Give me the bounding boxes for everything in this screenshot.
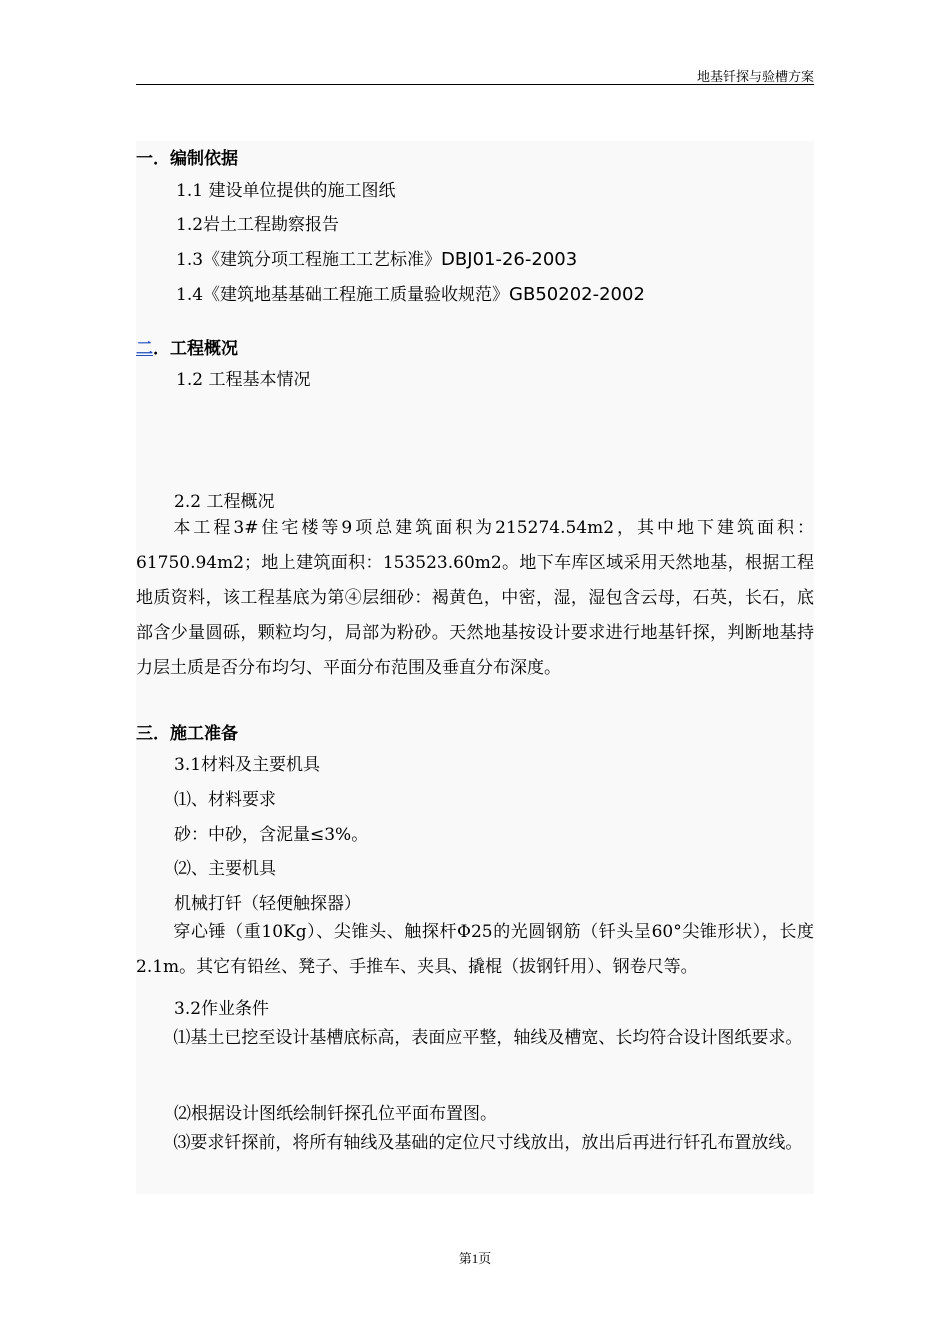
list-item: 3.2作业条件 — [174, 999, 270, 1019]
list-item: 2.2 工程概况 — [174, 492, 275, 512]
paragraph-text: 本工程3#住宅楼等9项总建筑面积为215274.54m2，其中地下建筑面积：61750.94m2；地上建筑面积：153523.60m2。地下车库区域采用天然地基，根据工程地质资料，该工程基底为第④层细砂：褐黄色，中密，湿，湿包含云母，石英，长石，底部含少量圆砾，颗粒均匀，局部为粉砂。天然地基按设计要求进行地基钎探，判断地基持力层土质是否分布均匀、平面分布范围及垂直分布深度。 — [136, 518, 814, 678]
paragraph-text: 穿心锤（重10Kg）、尖锥头、触探杆Φ25的光圆钢筋（钎头呈60°尖锥形状），长度2.1m。其它有铅丝、凳子、手推车、夹具、撬棍（拔钢钎用）、钢卷尺等。 — [136, 922, 814, 977]
body-paragraph — [136, 1126, 814, 1161]
body-paragraph — [136, 511, 814, 686]
list-item — [176, 280, 645, 305]
running-header: 地基钎探与验槽方案 — [696, 69, 814, 84]
list-item: 1.1 建设单位提供的施工图纸 — [176, 181, 396, 201]
list-item: 机械打钎（轻便触探器） — [174, 894, 361, 914]
heading-text: ．工程概况 — [153, 339, 238, 359]
list-item-text: 1.3《建筑分项工程施工工艺标准》 — [176, 250, 442, 270]
list-item-text: 1.4《建筑地基基础工程施工质量验收规范》 — [176, 285, 510, 305]
body-paragraph — [136, 915, 814, 985]
page-number: 第1页 — [458, 1251, 492, 1266]
heading-number-link[interactable]: 二 — [136, 339, 153, 359]
list-item: ⑵根据设计图纸绘制钎探孔位平面布置图。 — [174, 1104, 497, 1124]
section-heading-2 — [136, 334, 238, 359]
paragraph-text: ⑴基土已挖至设计基槽底标高，表面应平整，轴线及槽宽、长均符合设计图纸要求。 — [173, 1028, 803, 1048]
section-heading-1: 一．编制依据 — [136, 149, 238, 169]
header-rule — [136, 84, 814, 85]
section-heading-3: 三．施工准备 — [136, 724, 238, 744]
standard-code: DBJ01-26-2003 — [441, 249, 578, 270]
list-item: 砂：中砂，含泥量≤3%。 — [174, 825, 369, 845]
document-body — [136, 141, 814, 1194]
list-item: 1.2岩土工程勘察报告 — [176, 215, 340, 235]
list-item: ⑴、材料要求 — [174, 790, 276, 810]
body-paragraph — [136, 1021, 814, 1056]
list-item: 3.1材料及主要机具 — [174, 755, 321, 775]
list-item: 1.2 工程基本情况 — [176, 370, 311, 390]
list-item: ⑵、主要机具 — [174, 859, 276, 879]
standard-code: GB50202-2002 — [509, 284, 645, 305]
list-item — [176, 245, 577, 270]
paragraph-text: ⑶要求钎探前，将所有轴线及基础的定位尺寸线放出，放出后再进行钎孔布置放线。 — [173, 1133, 803, 1153]
